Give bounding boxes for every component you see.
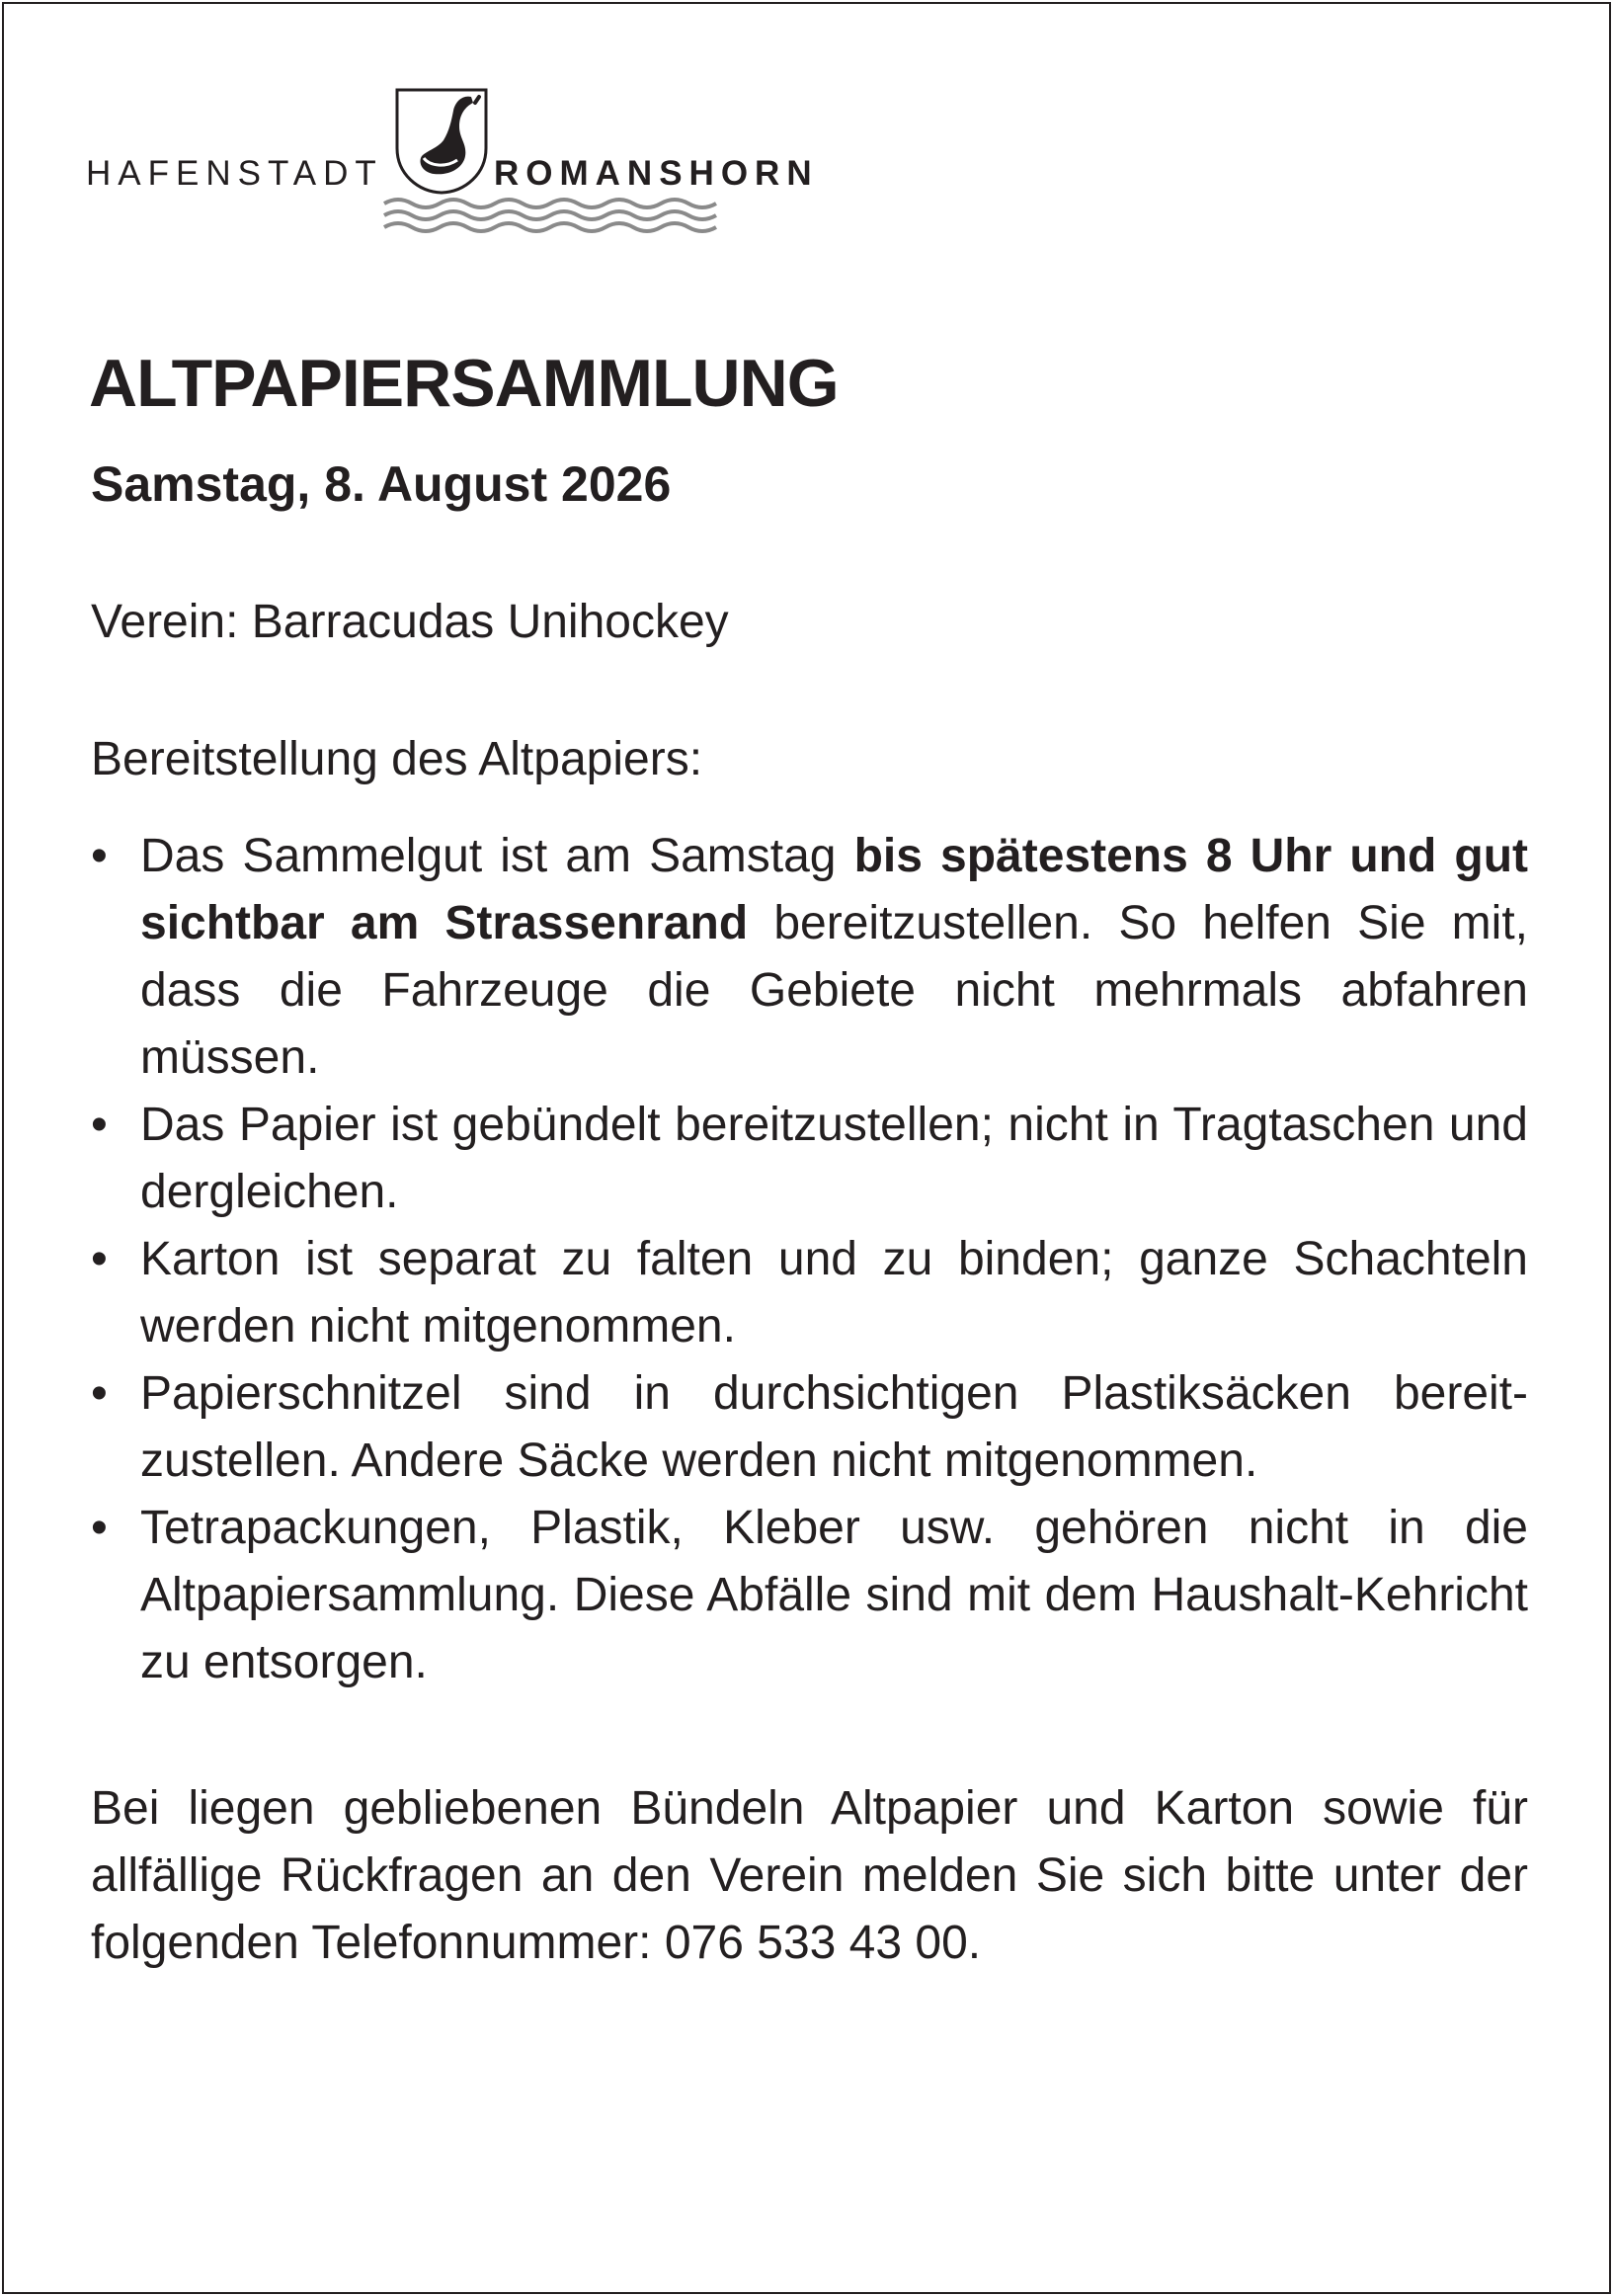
verein-line: Verein: Barracudas Unihockey bbox=[91, 596, 729, 648]
collection-date: Samstag, 8. August 2026 bbox=[91, 456, 672, 512]
list-item-lead: Das Sammelgut ist am Samstag bbox=[140, 830, 854, 882]
list-item bbox=[91, 1360, 1528, 1495]
list-item bbox=[91, 1226, 1528, 1360]
list-item-rest: bereitzustellen. So helfen Sie mit, dass die Fahrzeuge die Gebiete nicht mehrmals abfahren müssen. bbox=[140, 897, 1528, 1084]
list-item bbox=[91, 823, 1528, 1092]
list-item-text: Das Papier ist gebündelt bereitzustellen; nicht in Tragtaschen und dergleichen. bbox=[140, 1099, 1528, 1218]
logo-text-hafenstadt: HAFENSTADT bbox=[86, 154, 383, 193]
logo-text-romanshorn: ROMANSHORN bbox=[494, 154, 819, 193]
instruction-list bbox=[91, 823, 1528, 1696]
list-item bbox=[91, 1495, 1528, 1696]
list-item-text: Papierschnitzel sind in durchsichtigen Plastiksäcken bereitzustellen. Andere Säcke werden nicht mitgenommen. bbox=[140, 1367, 1528, 1487]
list-item-text: Karton ist separat zu falten und zu binden; ganze Schachteln werden nicht mitgenommen. bbox=[140, 1233, 1528, 1353]
crest-icon bbox=[394, 87, 489, 196]
bullet-icon: • bbox=[91, 1099, 108, 1151]
list-item-emphasis: bis spätestens 8 Uhr und gut sichtbar am Strassenrand bbox=[140, 830, 1529, 949]
waves-icon bbox=[382, 196, 718, 235]
page-title: ALTPAPIERSAMMLUNG bbox=[89, 346, 839, 421]
list-item-text: Tetrapackungen, Plastik, Kleber usw. gehören nicht in die Altpapiersammlung. Diese Abfälle sind mit dem Haushalt-Kehricht zu entsorgen. bbox=[140, 1502, 1528, 1688]
bullet-icon: • bbox=[91, 1502, 108, 1554]
list-item bbox=[91, 1092, 1528, 1226]
municipal-logo bbox=[86, 87, 876, 235]
bullet-icon: • bbox=[91, 1233, 108, 1285]
bereitstellung-heading: Bereitstellung des Altpapiers: bbox=[91, 733, 703, 785]
bullet-icon: • bbox=[91, 1367, 108, 1420]
contact-paragraph: Bei liegen gebliebenen Bündeln Altpapier und Karton sowie für allfällige Rückfragen an den Verein melden Sie sich bitte unter der folgenden Telefonnummer: 076 533 43 00. bbox=[91, 1782, 1528, 1969]
bullet-icon: • bbox=[91, 830, 108, 882]
